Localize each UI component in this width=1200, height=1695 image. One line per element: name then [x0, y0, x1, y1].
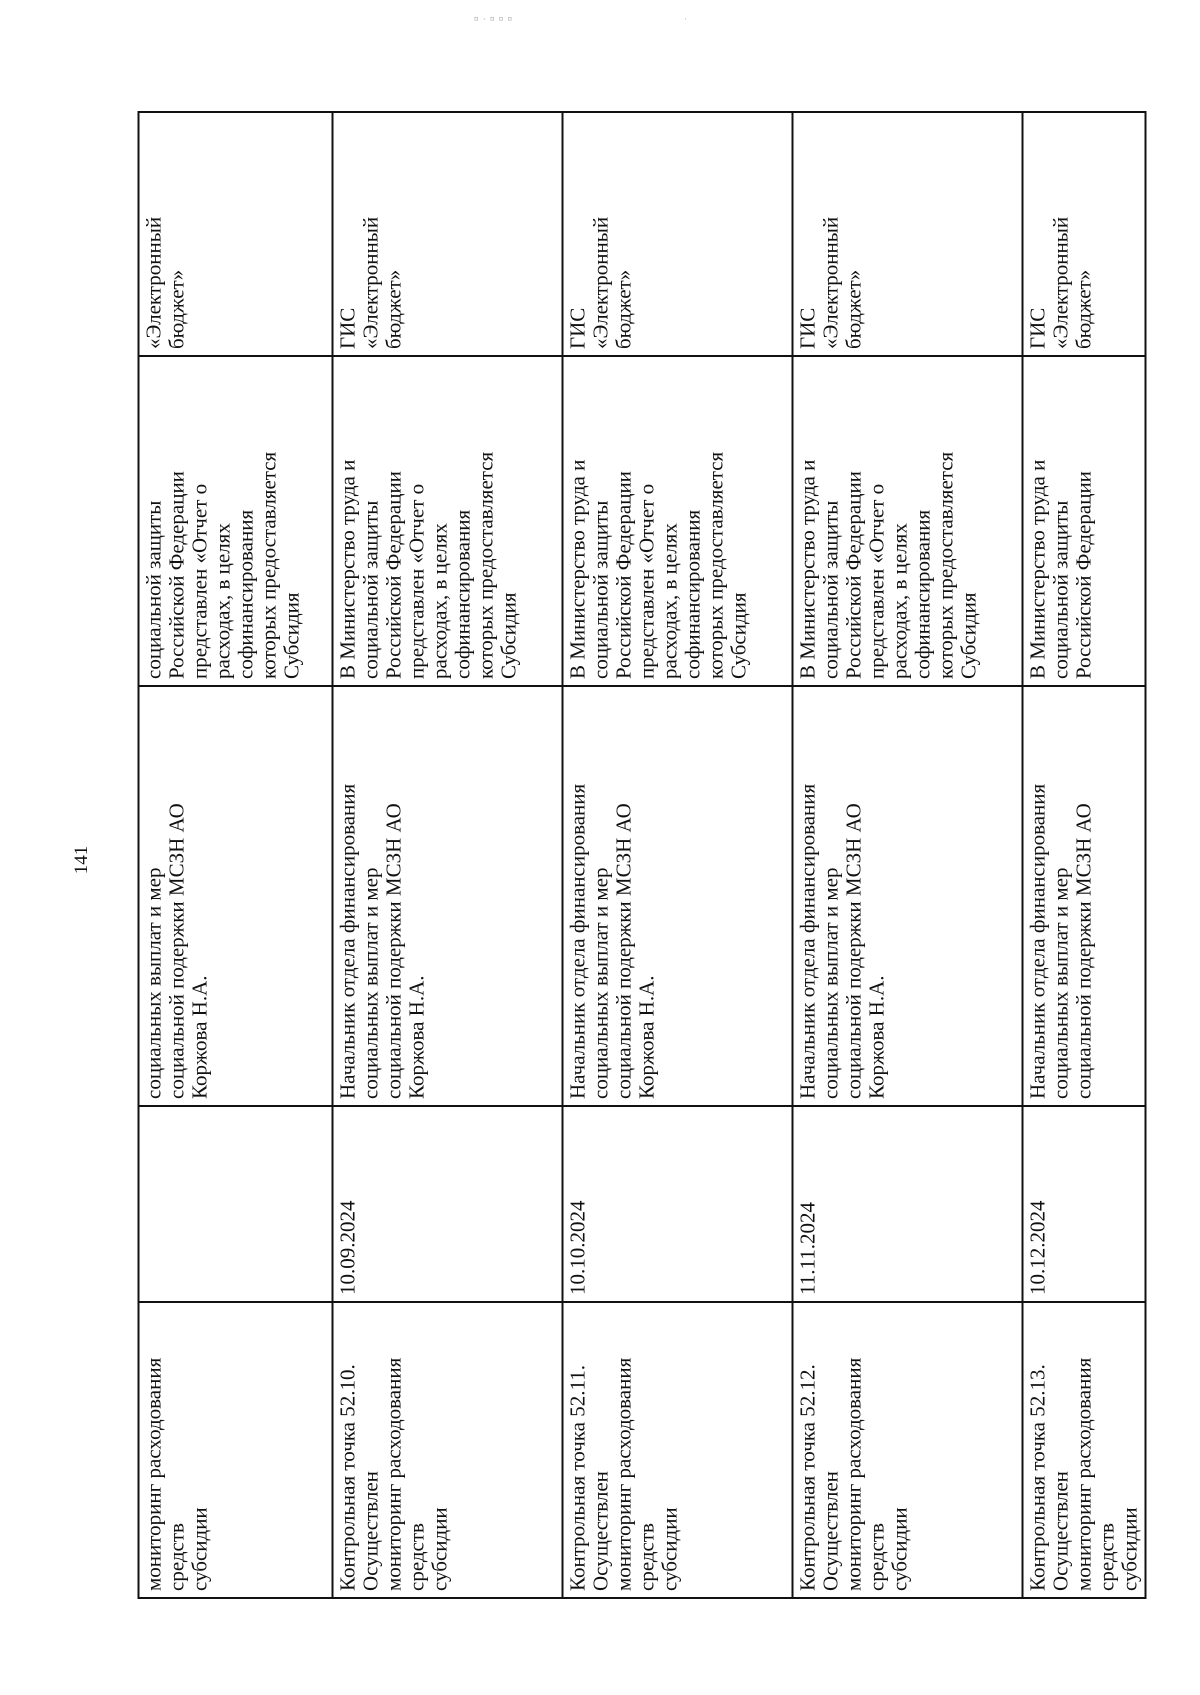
event-text: Контрольная точка 52.13. Осуществлен мониторинг расходования средств субсидии: [1025, 1357, 1142, 1591]
table-row: [1023, 112, 1146, 1598]
date-text: 10.09.2024: [335, 1200, 360, 1295]
date-cell: [1023, 1106, 1146, 1302]
responsible-text: Начальник отдела финансирования социальных выплат и мер социальной подержки МСЗН АО Коржова Н.А.: [565, 783, 659, 1099]
scan-artifact-2: ·: [684, 14, 687, 24]
system-cell: [563, 112, 793, 356]
page-number: 141: [71, 845, 92, 875]
result-text: В Министерство труда и социальной защиты Российской Федерации представлен «Отчет о расходах, в целях софинансирования которых предоставляется Субсидия: [565, 451, 751, 679]
system-cell: [333, 112, 563, 356]
date-text: 10.12.2024: [1025, 1200, 1050, 1295]
responsible-cell: [793, 686, 1023, 1106]
result-cell: [1023, 356, 1146, 686]
table-row: [333, 112, 563, 1598]
system-text: ГИС «Электронный бюджет»: [335, 216, 406, 349]
system-text: ГИС «Электронный бюджет»: [795, 216, 866, 349]
system-cell: [793, 112, 1023, 356]
responsible-text: Начальник отдела финансирования социальных выплат и мер социальной подержки МСЗН АО Коржова Н.А.: [795, 783, 889, 1099]
responsible-cell: [139, 686, 333, 1106]
date-text: 10.10.2024: [565, 1200, 590, 1295]
result-cell: [563, 356, 793, 686]
event-text: Контрольная точка 52.10. Осуществлен мониторинг расходования средств субсидии: [335, 1357, 452, 1591]
date-cell: [793, 1106, 1023, 1302]
responsible-cell: [1023, 686, 1146, 1106]
system-text: ГИС «Электронный бюджет»: [565, 216, 636, 349]
result-cell: [333, 356, 563, 686]
event-text: мониторинг расходования средств субсидии: [141, 1357, 212, 1591]
event-cell: [793, 1302, 1023, 1598]
table-container: [141, 112, 1142, 1598]
date-text: 11.11.2024: [795, 1202, 820, 1295]
table-row: [793, 112, 1023, 1598]
result-cell: [139, 356, 333, 686]
event-cell: [333, 1302, 563, 1598]
result-text: В Министерство труда и социальной защиты Российской Федерации представлен «Отчет о расходах, в целях софинансирования которых предоставляется Субсидия: [795, 451, 981, 679]
event-cell: [139, 1302, 333, 1598]
scan-artifact: ¤ · ¤ ¤ ¤: [474, 14, 513, 24]
date-cell: [139, 1106, 333, 1302]
control-points-table: [138, 111, 1147, 1599]
result-text: В Министерство труда и социальной защиты Российской Федерации: [1025, 459, 1096, 679]
event-text: Контрольная точка 52.11. Осуществлен мониторинг расходования средств субсидии: [565, 1357, 682, 1591]
responsible-cell: [333, 686, 563, 1106]
system-text: ГИС «Электронный бюджет»: [1025, 216, 1096, 349]
event-cell: [563, 1302, 793, 1598]
table-row: [139, 112, 333, 1598]
responsible-text: Начальник отдела финансирования социальных выплат и мер социальной подержки МСЗН АО: [1025, 783, 1096, 1099]
event-text: Контрольная точка 52.12. Осуществлен мониторинг расходования средств субсидии: [795, 1357, 912, 1591]
system-cell: [1023, 112, 1146, 356]
result-text: социальной защиты Российской Федерации представлен «Отчет о расходах, в целях софинансирования которых предоставляется Субсидия: [141, 451, 304, 679]
result-text: В Министерство труда и социальной защиты Российской Федерации представлен «Отчет о расходах, в целях софинансирования которых предоставляется Субсидия: [335, 451, 521, 679]
table-row: [563, 112, 793, 1598]
system-cell: [139, 112, 333, 356]
system-text: «Электронный бюджет»: [141, 216, 189, 349]
date-cell: [563, 1106, 793, 1302]
responsible-text: Начальник отдела финансирования социальных выплат и мер социальной подержки МСЗН АО Коржова Н.А.: [335, 783, 429, 1099]
responsible-cell: [563, 686, 793, 1106]
result-cell: [793, 356, 1023, 686]
responsible-text: социальных выплат и мер социальной подержки МСЗН АО Коржова Н.А.: [141, 803, 212, 1099]
event-cell: [1023, 1302, 1146, 1598]
date-cell: [333, 1106, 563, 1302]
